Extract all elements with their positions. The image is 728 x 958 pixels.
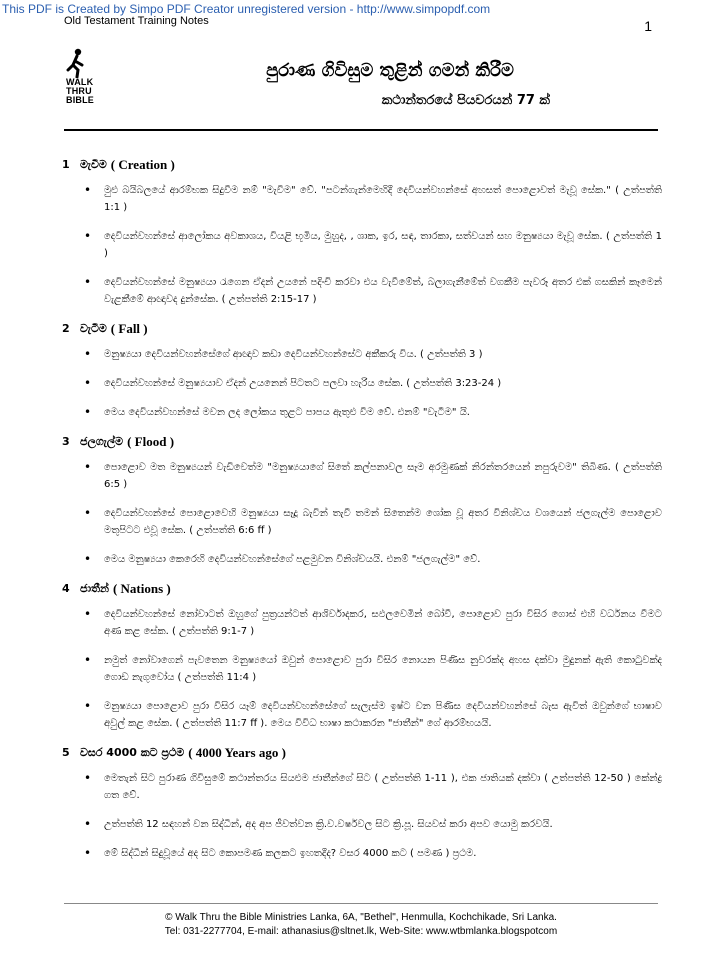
list-item: • මෙතැන් සිට පුරාණ ගිවිසුමේ කථාන්තරය සියළුම ජාතීන්ගේ සිට ( උත්පත්ති 1-11 ), එක ජාතියක් දක්වා ( උත්පත්ති 12-50 ) කේන්ද්‍ර ගත වේ.	[82, 770, 662, 804]
section-title-si: වැටීම	[80, 322, 107, 335]
logo-line-thru: THRU	[66, 86, 92, 96]
page-footer	[64, 911, 658, 939]
list-item: • පොළොව මත මනුෂ්‍යයන් වැඩිවෙත්ම "මනුෂ්‍යයාගේ සිතේ කල්පනාවල සෑම අරමුණක් නිරන්තරයෙන් නපුරුවම" තිබිණ. ( උත්පත්ති 6:5 )	[82, 459, 662, 493]
bullet-list	[62, 459, 662, 568]
section-title-en: ( Nations )	[112, 581, 171, 596]
section-nations	[62, 580, 662, 732]
section-title-si: වසර 4000 කට ප්‍රථම	[80, 746, 185, 759]
footer-divider	[64, 903, 658, 904]
list-item: • මෙය දෙවියන්වහන්සේ මවන ලද ලෝකය තුළට පාපය ඇතුළු වීම වේ. එනම් "වැටීම" යි.	[82, 404, 662, 421]
section-title-en: ( 4000 Years ago )	[188, 745, 286, 760]
walk-thru-bible-logo	[64, 48, 112, 108]
list-item: • මනුෂ්‍යයා පොළොව පුරා විසිර යෑම් දෙවියන්වහන්සේගේ සැලැස්ම ඉෂ්ට වන පිණිස දෙවියන්වහන්සේ බැස ඇවිත් ඔවුන්ගේ භාෂාව අවුල් කළ සේක. ( උත්පත්ති 11:7 ff ). මෙය විවිධ භාෂා කථාකරන "ජාතීන්" ගේ ආරම්භයයි.	[82, 698, 662, 732]
list-item: • නමුත් නෝවාගෙන් පැවතෙන මනුෂ්‍යයෝ ඔවුන් පොළොව පුරා විසිර නොයන පිණිස නුවරක්ද අහස දක්වා මුදුනක් ඇති කොටුවක්ද ගොඩ නැගුවෝය ( උත්පත්ති 11:4 )	[82, 652, 662, 686]
page-title: පුරාණ ගිවිසුම තුළින් ගමන් කිරීම	[266, 60, 514, 81]
list-item: • උත්පත්ති 12 සඳහන් වන සිද්ධීන්, අද අප ජීවත්වන ක්‍රි.ව.වර්ෂවල සිට ක්‍රි.පූ. සියවස් කරා අපව යොමු කරවයි.	[82, 816, 662, 833]
list-item: • දෙවියන්වහන්සේ නෝවාටත් ඔහුගේ පුත්‍රයන්ටත් ආශිර්වාදකර, සඵලවෙමින් බෝවී, පොළොව පුරා විසිර ගොස් එහි වර්ධනය වීමට අණ කළ සේක. ( උත්පත්ති 9:1-7 )	[82, 606, 662, 640]
section-title-en: ( Creation )	[110, 157, 175, 172]
section-number: 5	[62, 746, 70, 759]
bullet-list	[62, 770, 662, 862]
bullet-list	[62, 346, 662, 421]
footer-address: © Walk Thru the Bible Ministries Lanka, 6A, "Bethel", Henmulla, Kochchikade, Sri Lanka.	[165, 912, 557, 923]
section-number: 4	[62, 582, 70, 595]
list-item: • දෙවියන්වහන්සේ ආලෝකය අවකාශය, වියළි භූමිය, මුහුද, , ශාක, ඉර, සඳ, තාරකා, සත්වයන් සහ මනුෂ්‍යයා මැවූ සේක. ( උත්පත්ති 1 )	[82, 228, 662, 262]
list-item: • දෙවියන්වහන්සේ මනුෂ්‍යයා රැගෙන ඒදන් උයනේ පදිංචි කරවා එය වැවීමේත්, බලාගැනීමේත් වගකීම පැවරූ අතර එක් ගසකින් කෑමෙන් වැළකීමේ ආඥාවද දුන්සේක. ( උත්පත්ති 2:15-17 )	[82, 274, 662, 308]
footer-contact: Tel: 031-2277704, E-mail: athanasius@sltnet.lk, Web-Site: www.wtbmlanka.blogspotcom	[164, 926, 558, 937]
page-subtitle: කථාන්තරයේ පියවරයන් 77 ක්	[381, 93, 550, 108]
logo-line-bible: BIBLE	[66, 95, 94, 105]
section-title-si: මැවීම	[80, 158, 107, 171]
list-item: • මෙය මනුෂ්‍යයා කෙරෙහි දෙවියන්වහන්සේගේ පළමුවන විනිශ්චයයි. එනම් "ජලගැල්ම" වේ.	[82, 551, 662, 568]
section-title-si: ජාතීන්	[80, 582, 109, 595]
header-divider	[64, 129, 658, 131]
section-flood	[62, 433, 662, 568]
header-label: Old Testament Training Notes	[64, 15, 209, 27]
list-item: • මුළු බයිබලයේ ආරම්භක සිදුවීම නම් "මැවීම" වේ. "පටන්ගැන්මෙහිදී දෙවියන්වහන්සේ අහසත් පොළොවත් මැවූ සේක." ( උත්පත්ති 1:1 )	[82, 182, 662, 216]
section-heading	[62, 580, 662, 597]
section-heading	[62, 156, 662, 173]
section-title-si: ජලගැල්ම	[80, 435, 124, 448]
section-title-en: ( Flood )	[127, 434, 175, 449]
list-item: • මනුෂ්‍යයා දෙවියන්වහන්සේගේ ආඥාව කඩා දෙවියන්වහන්සේට අකීකරු විය. ( උත්පත්ති 3 )	[82, 346, 662, 363]
list-item: • දෙවියන්වහන්සේ මනුෂ්‍යයාව ඒදන් උයනෙන් පිටතට පලවා හැරිය සේක. ( උත්පත්ති 3:23-24 )	[82, 375, 662, 392]
section-heading	[62, 744, 662, 761]
bullet-list	[62, 606, 662, 732]
section-number: 1	[62, 158, 70, 171]
bullet-list	[62, 182, 662, 308]
pdf-watermark: This PDF is Created by Simpo PDF Creator unregistered version - http://www.simpopdf.com	[2, 2, 491, 16]
notes-body	[62, 156, 662, 874]
section-4000-years-ago	[62, 744, 662, 862]
walking-figure-icon	[64, 48, 112, 78]
list-item: • මේ සිද්ධීන් සිදුවූයේ අද සිට කොපමණ කලකට ඉහතදීද? වසර 4000 කට ( පමණ ) ප්‍රථම.	[82, 845, 662, 862]
logo-line-walk: WALK	[66, 77, 94, 87]
section-fall	[62, 320, 662, 421]
section-heading	[62, 433, 662, 450]
section-heading	[62, 320, 662, 337]
page-number: 1	[644, 18, 652, 34]
section-title-en: ( Fall )	[110, 321, 148, 336]
section-number: 2	[62, 322, 70, 335]
section-number: 3	[62, 435, 70, 448]
list-item: • දෙවියන්වහන්සේ පොළොවෙහි මනුෂ්‍යයා සෑදූ බැවින් තැවී තමන් සිතෙන්ම ශෝක වූ අතර විනිශ්චය වශයෙන් ජලගැල්ම පොළොව මතුපිටට එවූ සේක. ( උත්පත්ති 6:6 ff )	[82, 505, 662, 539]
section-creation	[62, 156, 662, 308]
